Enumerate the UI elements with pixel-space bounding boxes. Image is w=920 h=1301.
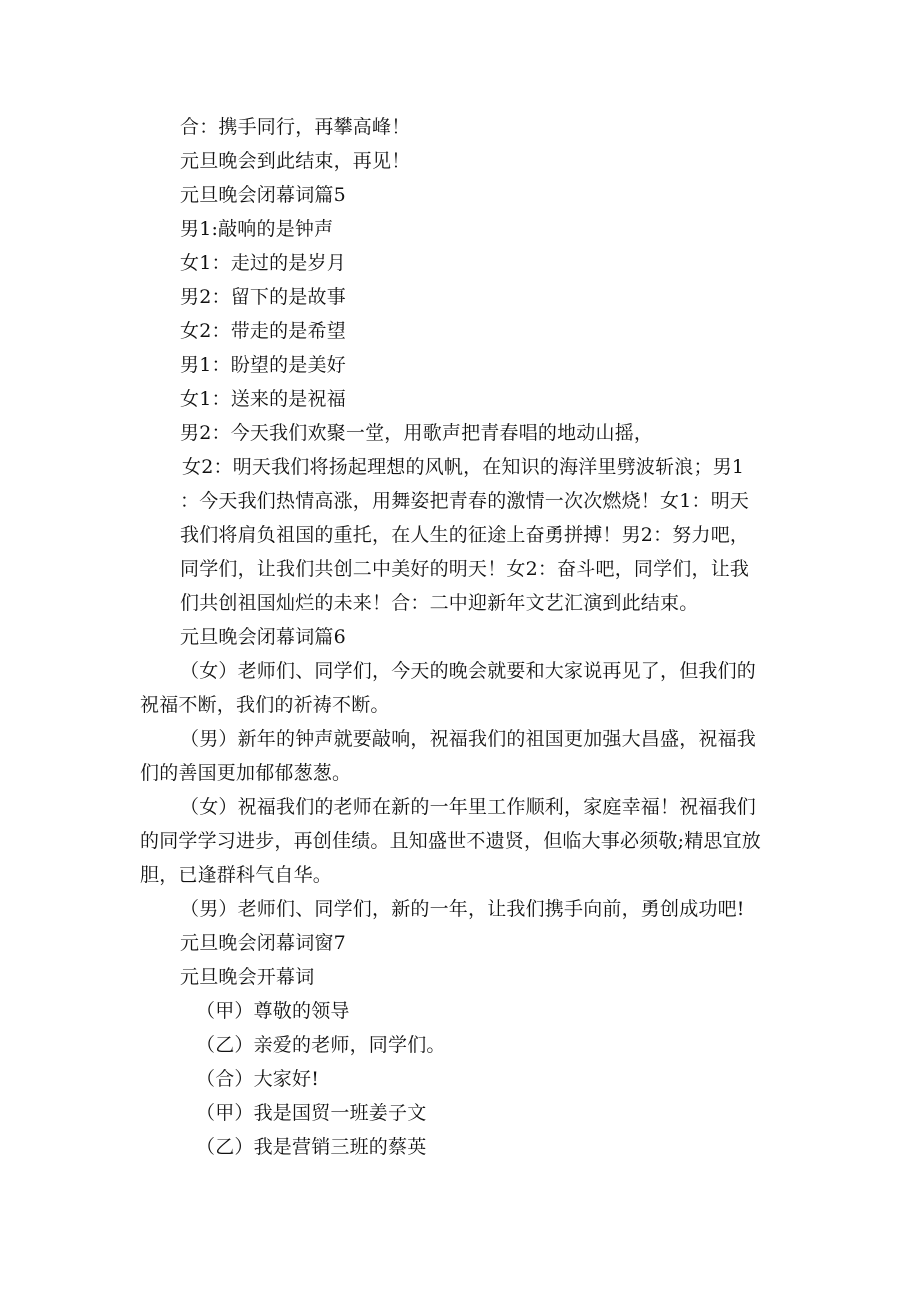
paragraph-a-line: ：今天我们热情高涨，用舞姿把青春的激情一次次燃烧！女1：明天 [180,490,750,512]
dialogue-line: 男2：今天我们欢聚一堂，用歌声把青春唱的地动山摇， [180,422,654,444]
paragraph-a-line: 我们将肩负祖国的重托，在人生的征途上奋勇拼搏！男2：努力吧， [180,524,750,546]
paragraph-e-line: （男）老师们、同学们，新的一年，让我们携手向前，勇创成功吧! [180,898,745,920]
dialogue-line: 男1:敲响的是钟声 [180,218,334,240]
dialogue-line: 女2：带走的是希望 [180,320,346,342]
paragraph-a-line: 同学们，让我们共创二中美好的明天！女2：奋斗吧，同学们，让我 [180,558,750,580]
closing-line-goodbye: 元旦晚会到此结束，再见！ [180,150,411,172]
paragraph-d-line: （女）祝福我们的老师在新的一年里工作顺利，家庭幸福！祝福我们 [180,796,757,818]
closing-line-together: 合：携手同行，再攀高峰！ [180,116,411,138]
dialogue-line: 女1：走过的是岁月 [180,252,346,274]
section-heading-6: 元旦晚会闭幕词篇6 [180,626,346,648]
paragraph-d-line: 胆，已逢群科气自华。 [140,864,333,886]
opening-line: （甲）尊敬的领导 [196,1000,350,1022]
paragraph-a-line: 们共创祖国灿烂的未来！合：二中迎新年文艺汇演到此结束。 [180,592,699,614]
opening-line: （甲）我是国贸一班姜子文 [196,1102,427,1124]
opening-speech-title: 元旦晚会开幕词 [180,966,315,988]
dialogue-line: 男2：留下的是故事 [180,286,346,308]
paragraph-b-line: 祝福不断，我们的祈祷不断。 [140,694,390,716]
paragraph-c-line: （男）新年的钟声就要敲响，祝福我们的祖国更加强大昌盛，祝福我 [180,728,757,750]
paragraph-b-line: （女）老师们、同学们，今天的晚会就要和大家说再见了，但我们的 [180,660,757,682]
section-heading-7: 元旦晚会闭幕词窗7 [180,932,346,954]
paragraph-c-line: 们的善国更加郁郁葱葱。 [140,762,352,784]
paragraph-a-line: 女2：明天我们将扬起理想的风帆，在知识的海洋里劈波斩浪；男1 [182,456,745,478]
opening-line: （乙）我是营销三班的蔡英 [196,1136,427,1158]
section-heading-5: 元旦晚会闭幕词篇5 [180,184,346,206]
paragraph-d-line: 的同学学习进步，再创佳绩。且知盛世不遗贤，但临大事必须敬;精思宜放 [140,830,762,852]
opening-line: （乙）亲爱的老师，同学们。 [196,1034,446,1056]
dialogue-line: 女1：送来的是祝福 [180,388,346,410]
dialogue-line: 男1：盼望的是美好 [180,354,346,376]
opening-line: （合）大家好! [196,1068,320,1090]
